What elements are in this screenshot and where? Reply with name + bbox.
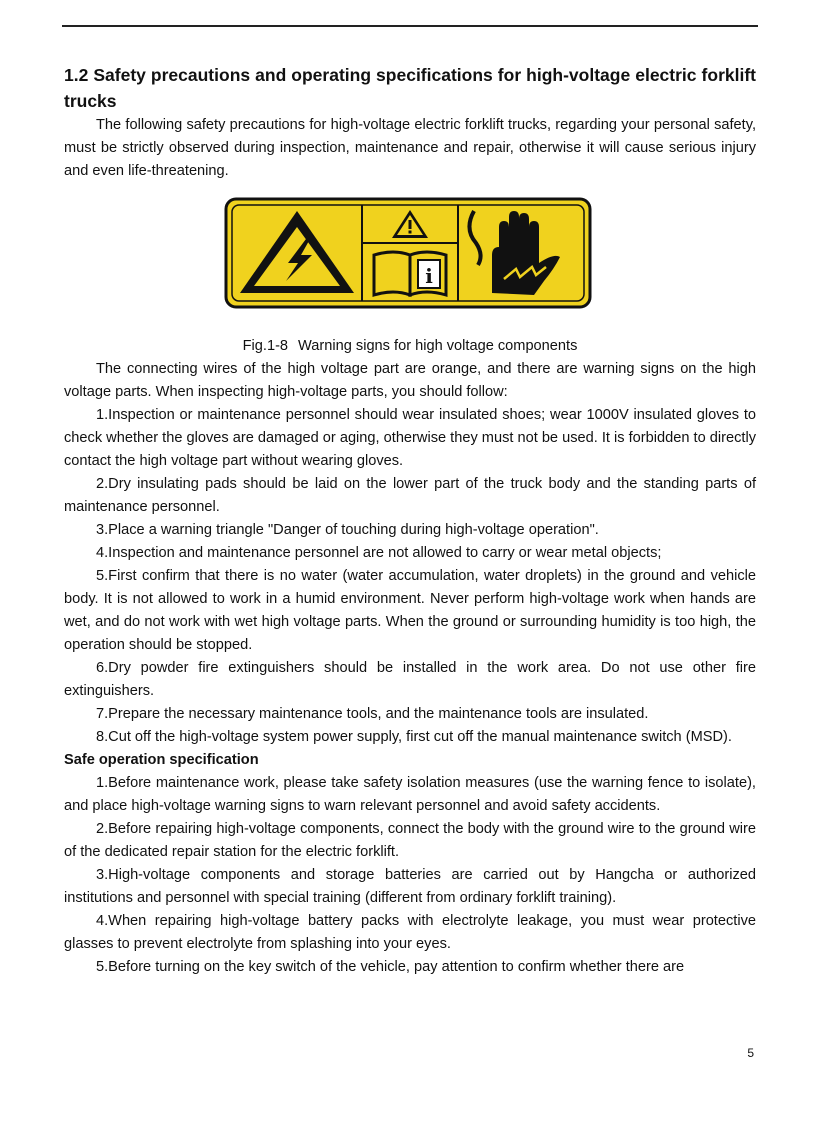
list-item: 7.Prepare the necessary maintenance tools, and the maintenance tools are insulated. (96, 706, 649, 722)
section-title: 1.2 Safety precautions and operating specifications for high-voltage electric forklift trucks (64, 65, 756, 111)
list-item: 8.Cut off the high-voltage system power supply, first cut off the manual maintenance switch (MSD). (96, 729, 732, 745)
figure-caption-text: Warning signs for high voltage components (298, 338, 578, 354)
header-rule (62, 25, 758, 27)
figure-caption (64, 335, 756, 358)
list-item: 1.Inspection or maintenance personnel should wear insulated shoes; wear 1000V insulated gloves to check whether the gloves are damaged or aging, otherwise they must not be used. It is forbidden to directly contact the high voltage part without wearing gloves. (64, 407, 756, 469)
svg-text:i: i (425, 264, 433, 288)
list-item: 2.Before repairing high-voltage components, connect the body with the ground wire to the ground wire of the dedicated repair station for the electric forklift. (64, 821, 756, 860)
list-item: 4.When repairing high-voltage battery packs with electrolyte leakage, you must wear protective glasses to prevent electrolyte from splashing into your eyes. (64, 913, 756, 952)
list-item: 5.First confirm that there is no water (water accumulation, water droplets) in the ground and vehicle body. It is not allowed to work in a humid environment. Never perform high-voltage work when hands are wet, and do not work with wet high voltage parts. When the ground or surrounding humidity is too high, the operation should be stopped. (64, 568, 756, 653)
list-item: 6.Dry powder fire extinguishers should be installed in the work area. Do not use other fire extinguishers. (64, 660, 756, 699)
list-item: 1.Before maintenance work, please take safety isolation measures (use the warning fence to isolate), and place high-voltage warning signs to warn relevant personnel and avoid safety accidents. (64, 775, 756, 814)
figure-label: Fig.1-8 (242, 338, 289, 354)
safe-operation-title: Safe operation specification (64, 752, 259, 768)
page-content (64, 62, 756, 979)
warning-signs-figure (224, 197, 592, 309)
read-manual-icon (374, 252, 446, 295)
page-number: 5 (747, 1046, 754, 1060)
list-item: 2.Dry insulating pads should be laid on the lower part of the truck body and the standing parts of maintenance personnel. (64, 476, 756, 515)
list-item: 5.Before turning on the key switch of the vehicle, pay attention to confirm whether there are (96, 959, 685, 975)
list-item: 3.Place a warning triangle "Danger of touching during high-voltage operation". (96, 522, 599, 538)
body-paragraph: The connecting wires of the high voltage part are orange, and there are warning signs on the high voltage parts. When inspecting high-voltage parts, you should follow: (64, 361, 756, 400)
list-item: 3.High-voltage components and storage batteries are carried out by Hangcha or authorized institutions and personnel with special training (different from ordinary forklift training). (64, 867, 756, 906)
list-item: 4.Inspection and maintenance personnel are not allowed to carry or wear metal objects; (96, 545, 662, 561)
intro-paragraph: The following safety precautions for high-voltage electric forklift trucks, regarding your personal safety, must be strictly observed during inspection, maintenance and repair, otherwise it will cause serious injury and even life-threatening. (64, 117, 756, 179)
